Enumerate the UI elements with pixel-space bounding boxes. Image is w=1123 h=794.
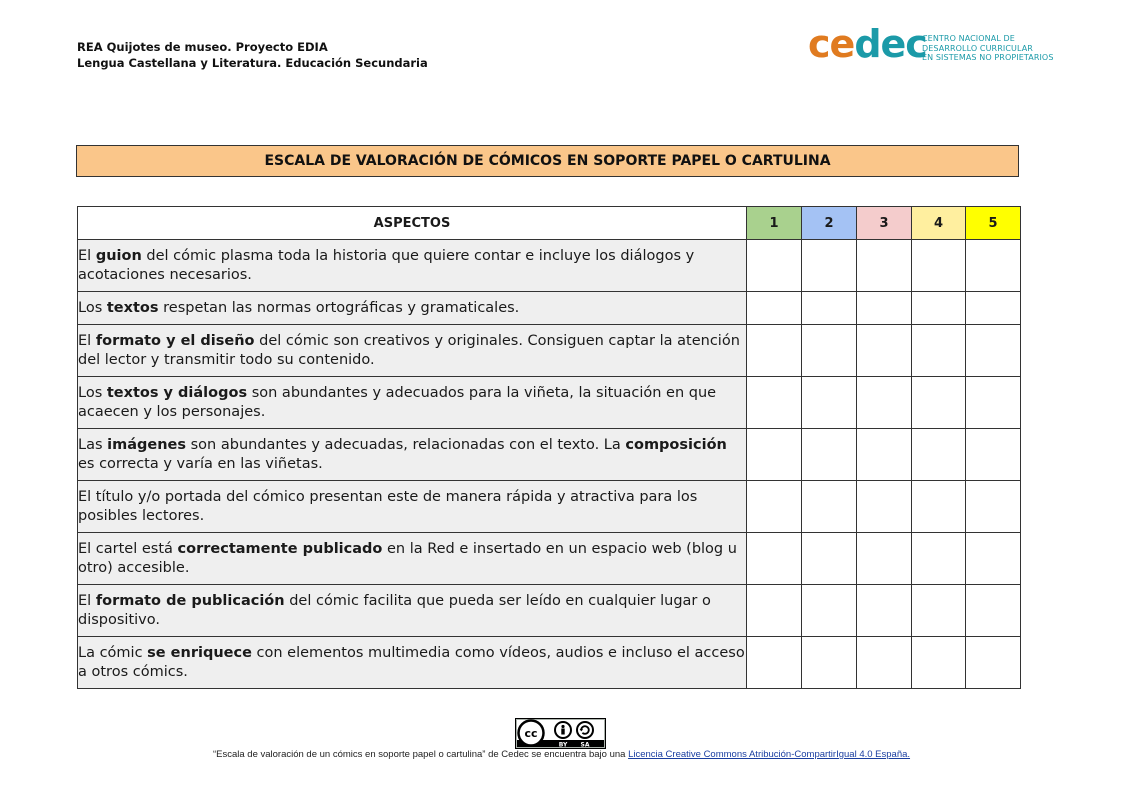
aspect-text: El título y/o portada del cómico presentan este de manera rápida y atractiva para los posibles lectores. xyxy=(78,488,698,524)
aspect-keyword: formato y el diseño xyxy=(95,332,255,349)
table-header-row xyxy=(78,207,1021,240)
aspect-text: del cómic son creativos y originales. Consiguen captar la atención del lector y transmitir todo su contenido. xyxy=(78,332,740,368)
score-cell-2[interactable] xyxy=(802,637,857,689)
license-footer xyxy=(0,749,1123,760)
aspect-text: La cómic xyxy=(78,644,148,661)
aspect-description xyxy=(78,481,747,533)
aspect-text: Los xyxy=(78,299,107,316)
score-header-2: 2 xyxy=(802,207,857,240)
score-cell-1[interactable] xyxy=(747,533,802,585)
aspect-description xyxy=(78,533,747,585)
logo-subtitle-line: EN SISTEMAS NO PROPIETARIOS xyxy=(922,53,1054,62)
score-cell-3[interactable] xyxy=(857,240,912,292)
aspect-text: Las xyxy=(78,436,108,453)
score-cell-1[interactable] xyxy=(747,637,802,689)
score-cell-3[interactable] xyxy=(857,377,912,429)
cedec-logo-word xyxy=(808,22,927,66)
aspect-keyword: se enriquece xyxy=(147,644,252,661)
badge-sa-label: SA xyxy=(580,741,590,749)
score-cell-4[interactable] xyxy=(912,377,966,429)
score-cell-5[interactable] xyxy=(966,637,1021,689)
logo-subtitle-line: DESARROLLO CURRICULAR xyxy=(922,43,1033,53)
score-cell-2[interactable] xyxy=(802,292,857,325)
table-row xyxy=(78,481,1021,533)
score-header-5: 5 xyxy=(966,207,1021,240)
score-cell-1[interactable] xyxy=(747,429,802,481)
aspect-text: es correcta y varía en las viñetas. xyxy=(78,455,323,472)
aspect-description xyxy=(78,377,747,429)
score-cell-4[interactable] xyxy=(912,637,966,689)
score-cell-4[interactable] xyxy=(912,325,966,377)
table-row xyxy=(78,637,1021,689)
score-cell-4[interactable] xyxy=(912,240,966,292)
score-cell-4[interactable] xyxy=(912,481,966,533)
score-header-3: 3 xyxy=(857,207,912,240)
aspect-text: El cartel está xyxy=(78,540,178,557)
aspect-text: son abundantes y adecuados para la viñeta, la situación en que acaecen y los personajes. xyxy=(78,384,717,420)
table-row xyxy=(78,240,1021,292)
score-cell-3[interactable] xyxy=(857,292,912,325)
document-header xyxy=(77,40,428,71)
aspect-text: El xyxy=(78,247,96,264)
license-attribution-text: “Escala de valoración de un cómics en soporte papel o cartulina” de Cedec se encuentra bajo una xyxy=(212,749,629,760)
aspect-description xyxy=(78,240,747,292)
score-cell-1[interactable] xyxy=(747,240,802,292)
score-cell-5[interactable] xyxy=(966,240,1021,292)
score-cell-2[interactable] xyxy=(802,429,857,481)
aspect-keyword: textos xyxy=(106,299,159,316)
aspect-keyword: guion xyxy=(95,247,142,264)
table-row xyxy=(78,292,1021,325)
score-cell-3[interactable] xyxy=(857,585,912,637)
aspect-text: Los xyxy=(78,384,107,401)
score-cell-5[interactable] xyxy=(966,377,1021,429)
aspect-description xyxy=(78,429,747,481)
logo-word-teal: dec xyxy=(854,22,927,66)
score-cell-4[interactable] xyxy=(912,292,966,325)
score-cell-5[interactable] xyxy=(966,325,1021,377)
logo-word-orange: ce xyxy=(808,22,855,66)
score-cell-5[interactable] xyxy=(966,533,1021,585)
aspect-keyword: formato de publicación xyxy=(95,592,285,609)
cedec-logo-subtitle xyxy=(922,34,1082,63)
score-cell-3[interactable] xyxy=(857,481,912,533)
logo-subtitle-line: CENTRO NACIONAL DE xyxy=(922,34,1015,43)
score-cell-5[interactable] xyxy=(966,292,1021,325)
score-cell-3[interactable] xyxy=(857,429,912,481)
score-cell-1[interactable] xyxy=(747,481,802,533)
aspect-keyword: imágenes xyxy=(107,436,187,453)
score-cell-1[interactable] xyxy=(747,377,802,429)
aspect-keyword: textos y diálogos xyxy=(106,384,248,401)
score-header-4: 4 xyxy=(912,207,966,240)
aspect-text: del cómic plasma toda la historia que quiere contar e incluye los diálogos y acotaciones necesarios. xyxy=(78,247,695,283)
score-cell-2[interactable] xyxy=(802,533,857,585)
score-cell-3[interactable] xyxy=(857,637,912,689)
aspect-text: son abundantes y adecuadas, relacionadas con el texto. La xyxy=(186,436,626,453)
license-link[interactable]: Licencia Creative Commons Atribución-CompartirIgual 4.0 España. xyxy=(628,749,911,760)
aspect-description xyxy=(78,325,747,377)
score-cell-1[interactable] xyxy=(747,585,802,637)
aspect-keyword: composición xyxy=(625,436,727,453)
creative-commons-by-sa-badge[interactable] xyxy=(515,718,606,749)
aspect-text: del cómic facilita que pueda ser leído en cualquier lugar o dispositivo. xyxy=(78,592,711,628)
score-cell-5[interactable] xyxy=(966,429,1021,481)
score-cell-5[interactable] xyxy=(966,481,1021,533)
table-row xyxy=(78,429,1021,481)
score-cell-2[interactable] xyxy=(802,481,857,533)
aspect-text: respetan las normas ortográficas y gramaticales. xyxy=(158,299,520,316)
score-cell-4[interactable] xyxy=(912,533,966,585)
badge-by-label: BY xyxy=(558,741,568,749)
score-cell-2[interactable] xyxy=(802,325,857,377)
score-cell-4[interactable] xyxy=(912,429,966,481)
table-row xyxy=(78,377,1021,429)
header-subject-line: Lengua Castellana y Literatura. Educación Secundaria xyxy=(77,55,428,70)
page-title: ESCALA DE VALORACIÓN DE CÓMICOS EN SOPORTE PAPEL O CARTULINA xyxy=(76,145,1019,177)
aspects-column-header: ASPECTOS xyxy=(78,207,747,240)
aspect-description xyxy=(78,585,747,637)
aspect-description xyxy=(78,637,747,689)
table-row xyxy=(78,533,1021,585)
score-header-1: 1 xyxy=(747,207,802,240)
score-cell-1[interactable] xyxy=(747,325,802,377)
aspect-keyword: correctamente publicado xyxy=(177,540,383,557)
score-cell-2[interactable] xyxy=(802,585,857,637)
svg-text:cc: cc xyxy=(524,727,538,740)
table-row xyxy=(78,585,1021,637)
aspect-text: con elementos multimedia como vídeos, audios e incluso el acceso a otros cómics. xyxy=(78,644,745,680)
score-cell-1[interactable] xyxy=(747,292,802,325)
aspect-text: El xyxy=(78,592,96,609)
score-cell-4[interactable] xyxy=(912,585,966,637)
score-cell-5[interactable] xyxy=(966,585,1021,637)
aspect-text: en la Red e insertado en un espacio web (blog u otro) accesible. xyxy=(78,540,737,576)
aspect-description xyxy=(78,292,747,325)
score-cell-2[interactable] xyxy=(802,377,857,429)
table-row xyxy=(78,325,1021,377)
header-project-line: REA Quijotes de museo. Proyecto EDIA xyxy=(77,40,328,54)
aspect-text: El xyxy=(78,332,96,349)
score-cell-3[interactable] xyxy=(857,325,912,377)
assessment-scale-table xyxy=(77,206,1021,689)
score-cell-2[interactable] xyxy=(802,240,857,292)
score-cell-3[interactable] xyxy=(857,533,912,585)
